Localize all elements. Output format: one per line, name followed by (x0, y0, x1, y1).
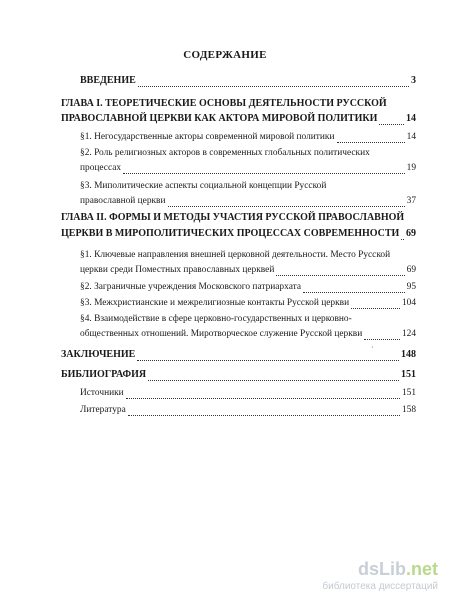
toc-section-2-4[interactable]: общественных отношений. Миротворческое служение Русской церкви 124 (80, 329, 416, 339)
toc-entry-conclusion[interactable]: ЗАКЛЮЧЕНИЕ 148 (61, 349, 416, 360)
toc-chapter-1-line1: ГЛАВА I. ТЕОРЕТИЧЕСКИЕ ОСНОВЫ ДЕЯТЕЛЬНОСТИ РУССКОЙ (61, 98, 387, 109)
dot-leader (138, 78, 409, 87)
dot-leader (401, 231, 404, 240)
toc-chapter-2-line1: ГЛАВА II. ФОРМЫ И МЕТОДЫ УЧАСТИЯ РУССКОЙ ПРАВОСЛАВНОЙ (61, 212, 405, 223)
toc-section-1-1[interactable]: §1. Негосударственные акторы современной мировой политики 14 (80, 132, 416, 142)
toc-chapter-1[interactable]: ПРАВОСЛАВНОЙ ЦЕРКВИ КАК АКТОРА МИРОВОЙ ПОЛИТИКИ 14 (61, 113, 416, 124)
toc-section-1-2[interactable]: процессах 19 (80, 163, 416, 173)
toc-section-2-1-line1: §1. Ключевые направления внешней церковной деятельности. Место Русской (80, 250, 391, 260)
site-watermark (288, 559, 438, 593)
dot-leader (276, 267, 404, 276)
toc-section-2-4-line1: §4. Взаимодействие в сфере церковно-государственных и церковно- (80, 314, 352, 324)
dot-leader (337, 134, 405, 143)
toc-section-1-3-line1: §3. Миполитические аспекты социальной концепции Русской (80, 181, 327, 191)
toc-title: СОДЕРЖАНИЕ (183, 49, 267, 61)
toc-section-2-2[interactable]: §2. Заграничные учреждения Московского патриархата 95 (80, 282, 416, 292)
dot-leader (148, 372, 399, 381)
scan-speck: · (371, 343, 374, 352)
dot-leader (123, 165, 405, 174)
dot-leader (303, 284, 405, 293)
toc-entry-bibliography[interactable]: БИБЛИОГРАФИЯ 151 (61, 369, 416, 380)
toc-section-1-2-line1: §2. Роль религиозных акторов в современных глобальных политических (80, 148, 370, 158)
dot-leader (126, 390, 400, 399)
dot-leader (351, 300, 400, 309)
toc-chapter-2[interactable]: ЦЕРКВИ В МИРОПОЛИТИЧЕСКИХ ПРОЦЕССАХ СОВРЕМЕННОСТИ 69 (61, 228, 416, 239)
toc-entry-sources[interactable]: Источники 151 (80, 388, 416, 398)
dot-leader (128, 407, 400, 416)
dot-leader (168, 198, 405, 207)
watermark-caption: библиотека диссертаций (322, 581, 438, 592)
dot-leader (364, 331, 400, 340)
toc-section-1-3[interactable]: православной церкви 37 (80, 196, 416, 206)
dot-leader (137, 352, 399, 361)
toc-section-2-1[interactable]: церкви среди Поместных православных церквей 69 (80, 265, 416, 275)
dot-leader (379, 116, 404, 125)
toc-section-2-3[interactable]: §3. Межхристианские и межрелигиозные контакты Русской церкви 104 (80, 298, 416, 308)
toc-entry-introduction[interactable]: ВВЕДЕНИЕ 3 (80, 75, 416, 86)
toc-entry-literature[interactable]: Литература 158 (80, 405, 416, 415)
watermark-logo: dsLib.net (357, 559, 438, 579)
